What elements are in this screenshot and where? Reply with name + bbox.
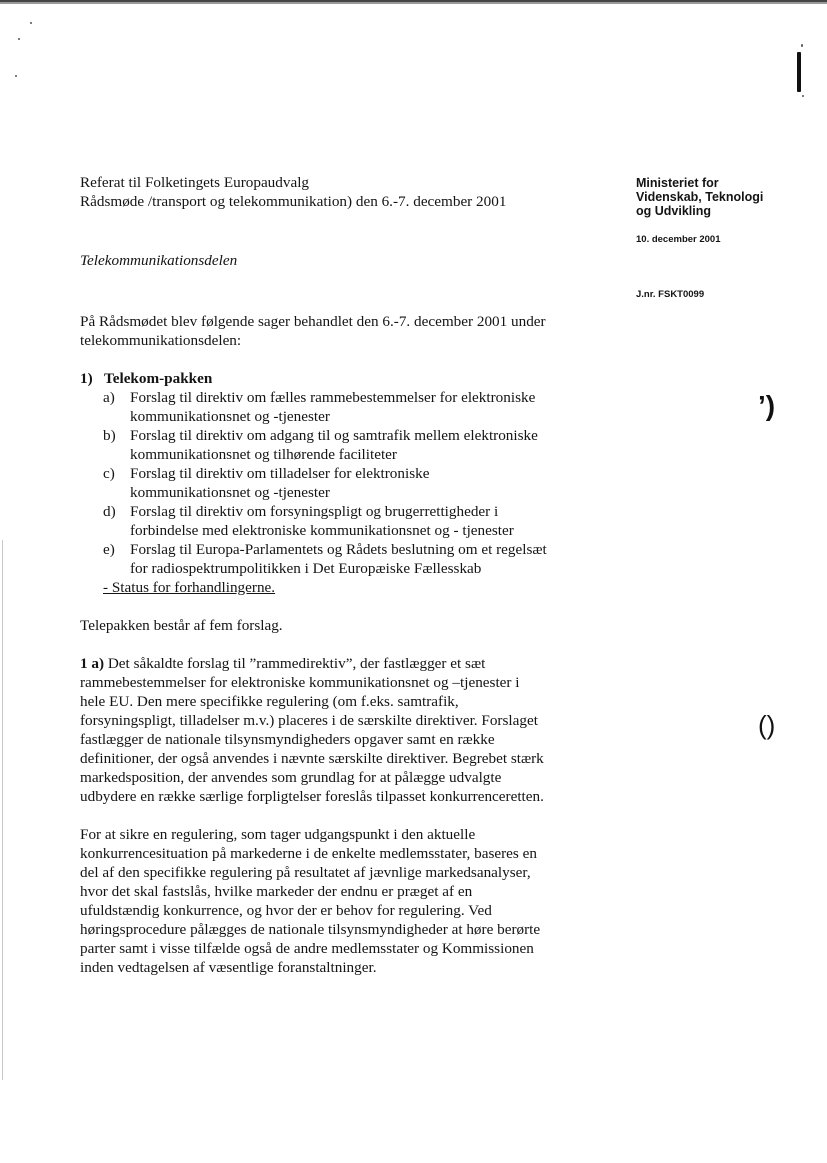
agenda-item-number: 1) bbox=[80, 370, 93, 387]
text-line: ufuldstændig konkurrence, og hvor der er behov for regulering. Ved bbox=[80, 902, 492, 919]
text-line: Det såkaldte forslag til ”rammedirektiv”, der fastlægger et sæt bbox=[107, 655, 486, 672]
text-line: Forslag til direktiv om adgang til og samtrafik mellem elektroniske bbox=[130, 427, 538, 444]
proposal-item bbox=[80, 464, 610, 502]
scan-speck bbox=[802, 95, 804, 97]
text-line: kommunikationsnet og -tjenester bbox=[130, 484, 330, 501]
ministry-name bbox=[636, 176, 806, 218]
text-line: rammebestemmelser for elektroniske kommunikationsnet og –tjenester i bbox=[80, 674, 520, 691]
summary-line: Telepakken består af fem forslag. bbox=[80, 617, 283, 634]
text-line: hele EU. Den mere specifikke regulering (om f.eks. samtrafik, bbox=[80, 693, 459, 710]
paragraph-1a bbox=[80, 654, 610, 806]
paragraph-regulation bbox=[80, 825, 610, 977]
punch-hole-mark: () bbox=[758, 710, 776, 740]
text-line: Forslag til direktiv om forsyningspligt og brugerrettigheder i bbox=[130, 503, 499, 520]
text-line: Forslag til direktiv om fælles rammebestemmelser for elektroniske bbox=[130, 389, 536, 406]
text-line: fastlægger de nationale tilsynsmyndigheders opgaver samt en række bbox=[80, 731, 495, 748]
proposal-label: d) bbox=[103, 503, 116, 520]
text-line: Forslag til Europa-Parlamentets og Rådets beslutning om et regelsæt bbox=[130, 541, 547, 558]
scan-top-edge bbox=[0, 0, 827, 4]
ministry-line: Videnskab, Teknologi bbox=[636, 190, 764, 204]
text-line: markedsposition, der anvendes som grundlag for at pålægge udvalgte bbox=[80, 769, 502, 786]
proposal-label: b) bbox=[103, 427, 116, 444]
proposal-item bbox=[80, 502, 610, 540]
document-date: 10. december 2001 bbox=[636, 234, 721, 245]
header-line: Referat til Folketingets Europaudvalg bbox=[80, 174, 310, 191]
text-line: udbydere en række særlige forpligtelser foreslås tilpasset konkurrenceretten. bbox=[80, 788, 544, 805]
status-line: - Status for forhandlingerne. bbox=[103, 579, 276, 596]
text-line: hvor det skal fastslås, hvilke markeder der endnu er præget af en bbox=[80, 883, 473, 900]
margin-mark bbox=[797, 52, 801, 92]
proposal-label: e) bbox=[103, 541, 115, 558]
ministry-line: Ministeriet for bbox=[636, 176, 719, 190]
paragraph-label: 1 a) bbox=[80, 655, 105, 672]
proposal-label: a) bbox=[103, 389, 115, 406]
proposal-item bbox=[80, 388, 610, 426]
text-line: høringsprocedure pålægges de nationale tilsynsmyndigheder at høre berørte bbox=[80, 921, 541, 938]
text-line: kommunikationsnet og -tjenester bbox=[130, 408, 330, 425]
text-line: telekommunikationsdelen: bbox=[80, 332, 242, 349]
text-line: Forslag til direktiv om tilladelser for elektroniske bbox=[130, 465, 430, 482]
text-line: inden vedtagelsen af væsentlige foranstaltninger. bbox=[80, 959, 377, 976]
scan-speck bbox=[30, 22, 32, 24]
scan-speck bbox=[18, 38, 20, 40]
text-line: definitioner, der også anvendes i nævnte særskilte direktiver. Begrebet stærk bbox=[80, 750, 544, 767]
proposal-item bbox=[80, 540, 610, 578]
proposal-label: c) bbox=[103, 465, 115, 482]
header-line: Rådsmøde /transport og telekommunikation) den 6.-7. december 2001 bbox=[80, 193, 507, 210]
journal-number: J.nr. FSKT0099 bbox=[636, 289, 705, 300]
text-line: parter samt i visse tilfælde også de andre medlemsstater og Kommissionen bbox=[80, 940, 534, 957]
sender-block bbox=[636, 176, 806, 300]
intro-paragraph bbox=[80, 312, 610, 350]
punch-hole-mark: ʼ) bbox=[758, 390, 776, 421]
text-line: På Rådsmødet blev følgende sager behandlet den 6.-7. december 2001 under bbox=[80, 313, 546, 330]
section-title: Telekommunikationsdelen bbox=[80, 252, 238, 269]
text-line: forsyningspligt, tilladelser m.v.) placeres i de særskilte direktiver. Forslaget bbox=[80, 712, 538, 729]
text-line: konkurrencesituation på markederne i de enkelte medlemsstater, baseres en bbox=[80, 845, 537, 862]
proposal-item bbox=[80, 426, 610, 464]
agenda-item-heading bbox=[80, 369, 610, 388]
scan-speck bbox=[801, 44, 803, 47]
proposal-list bbox=[80, 388, 610, 578]
text-line: kommunikationsnet og tilhørende faciliteter bbox=[130, 446, 397, 463]
text-line: for radiospektrumpolitikken i Det Europæiske Fællesskab bbox=[130, 560, 482, 577]
scan-left-edge bbox=[2, 540, 3, 1080]
document-body bbox=[80, 173, 610, 977]
text-line: del af den specifikke regulering på resultatet af jævnlige markedsanalyser, bbox=[80, 864, 531, 881]
text-line: forbindelse med elektroniske kommunikationsnet og - tjenester bbox=[130, 522, 514, 539]
ministry-line: og Udvikling bbox=[636, 204, 711, 218]
document-header bbox=[80, 173, 610, 211]
scan-speck bbox=[15, 75, 17, 77]
text-line: For at sikre en regulering, som tager udgangspunkt i den aktuelle bbox=[80, 826, 476, 843]
agenda-item-title: Telekom-pakken bbox=[104, 370, 213, 387]
